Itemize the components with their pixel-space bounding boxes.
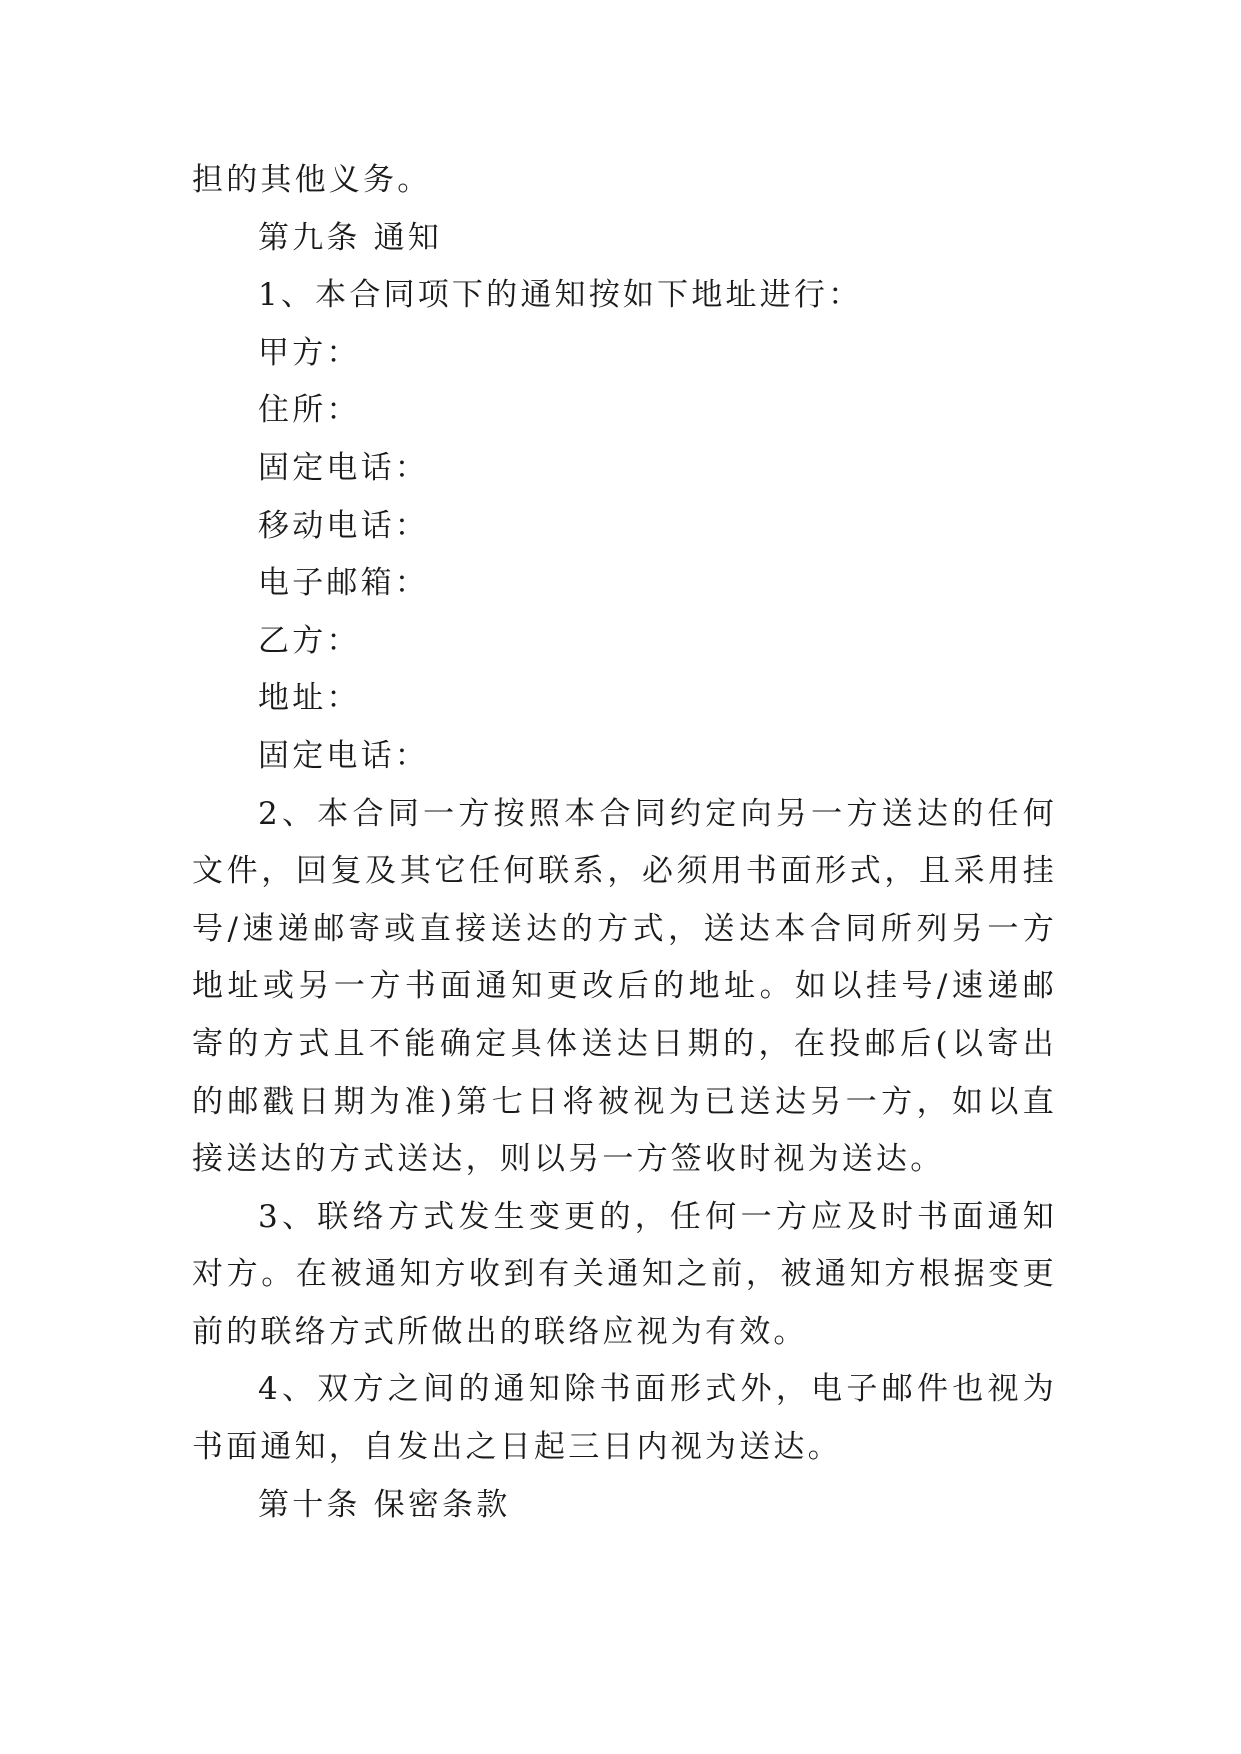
article-10-heading: 第十条 保密条款 — [258, 1486, 511, 1523]
party-a-residence-label: 住所： — [258, 392, 361, 429]
paragraph-continuation: 担的其他义务。 — [192, 162, 432, 198]
party-a-mobile-label: 移动电话： — [258, 507, 429, 544]
article-9-heading: 第九条 通知 — [258, 219, 443, 256]
party-a-label: 甲方： — [258, 334, 361, 371]
clause-2-delivery: 2、本合同一方按照本合同约定向另一方送达的任何文件，回复及其它任何联系，必须用书面形式，且采用挂号/速递邮寄或直接送达的方式，送达本合同所列另一方地址或另一方书面通知更改后的地址。如以挂号/速递邮寄的方式且不能确定具体送达日期的，在投邮后(以寄出的邮戳日期为准)第七日将被视为已送达另一方，如以直接送达的方式送达，则以另一方签收时视为送达。 — [192, 795, 1057, 1178]
clause-3-contact-change: 3、联络方式发生变更的，任何一方应及时书面通知对方。在被通知方收到有关通知之前，被通知方根据变更前的联络方式所做出的联络应视为有效。 — [192, 1198, 1057, 1350]
party-b-address-label: 地址： — [258, 680, 361, 717]
clause-4-email-notice: 4、双方之间的通知除书面形式外，电子邮件也视为书面通知，自发出之日起三日内视为送达。 — [192, 1371, 1057, 1466]
party-b-landline-label: 固定电话： — [258, 737, 429, 774]
document-body — [192, 152, 1057, 1534]
party-b-label: 乙方： — [258, 622, 361, 659]
party-a-landline-label: 固定电话： — [258, 449, 429, 486]
party-a-email-label: 电子邮箱： — [258, 565, 429, 602]
clause-1-notice-addresses: 1、本合同项下的通知按如下地址进行： — [258, 277, 863, 314]
